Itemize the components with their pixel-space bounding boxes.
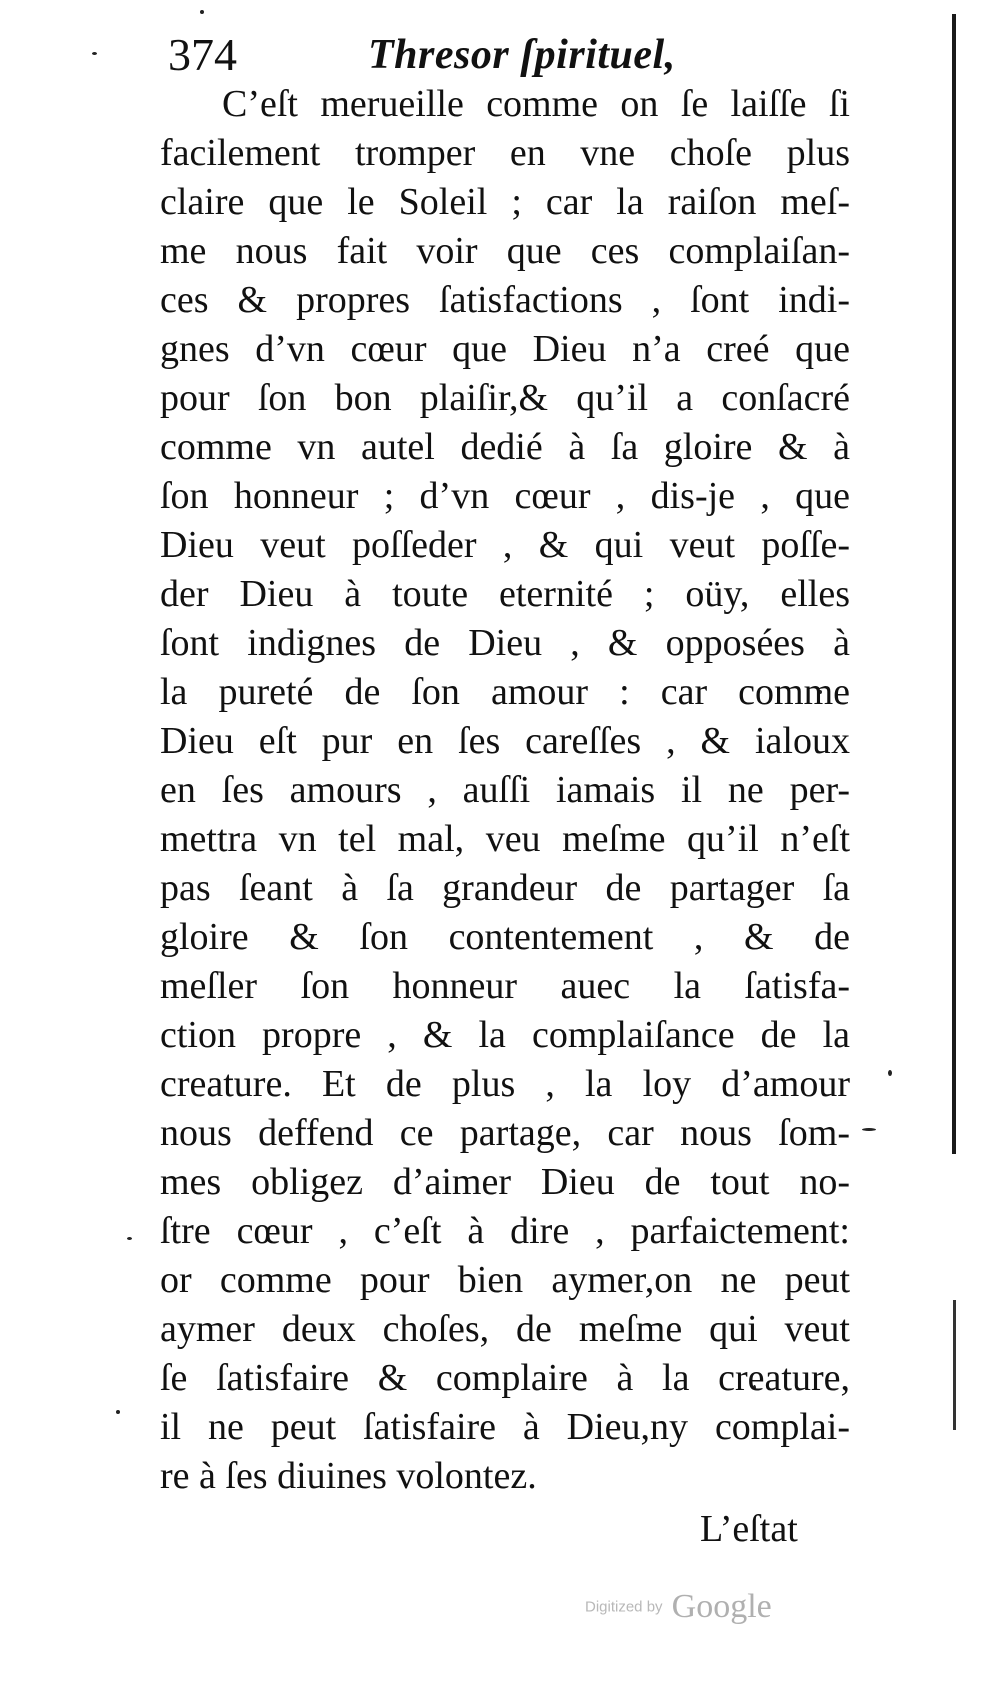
text-line: pour ſon bon plaiſir,& qu’il a conſacré [160, 377, 850, 419]
text-line: C’eſt merueille comme on ſe laiſſe ſi [222, 83, 850, 125]
text-line: gloire & ſon contentement , & de [160, 916, 850, 958]
watermark-brand: Google [671, 1588, 772, 1625]
text-line: Dieu veut poſſeder , & qui veut poſſe- [160, 524, 850, 566]
text-line: la pureté de ſon amour : car comme [160, 671, 850, 713]
page-edge-rule-lower [953, 1300, 956, 1430]
text-line: aymer deux choſes, de meſme qui veut [160, 1308, 850, 1350]
text-line: me nous fait voir que ces complaiſan- [160, 230, 850, 272]
text-line: comme vn autel dedié à ſa gloire & à [160, 426, 850, 468]
text-line: ſtre cœur , c’eſt à dire , parfaictement: [160, 1210, 850, 1252]
text-line: facilement tromper en vne choſe plus [160, 132, 850, 174]
text-line: ſont indignes de Dieu , & opposées à [160, 622, 850, 664]
watermark-prefix: Digitized by [585, 1598, 663, 1616]
text-line: mettra vn tel mal, veu meſme qu’il n’eſt [160, 818, 850, 860]
text-line: claire que le Soleil ; car la raiſon meſ- [160, 181, 850, 223]
text-line: ſe ſatisfaire & complaire à la creature, [160, 1357, 850, 1399]
digitized-watermark [585, 1588, 772, 1638]
text-line: meſler ſon honneur auec la ſatisfa- [160, 965, 850, 1007]
ink-speck [116, 1410, 120, 1414]
page-edge-rule [952, 14, 956, 1154]
ink-speck [92, 52, 97, 55]
text-line: en ſes amours , auſſi iamais il ne per- [160, 769, 850, 811]
body-text [160, 80, 850, 1501]
text-line: pas ſeant à ſa grandeur de partager ſa [160, 867, 850, 909]
text-line: or comme pour bien aymer,on ne peut [160, 1259, 850, 1301]
ink-speck [862, 1128, 876, 1131]
running-head [168, 26, 728, 84]
text-line: ction propre , & la complaiſance de la [160, 1014, 850, 1056]
text-line: Dieu eſt pur en ſes careſſes , & ialoux [160, 720, 850, 762]
ink-speck [127, 1237, 132, 1240]
text-line: der Dieu à toute eternité ; oüy, elles [160, 573, 850, 615]
text-line: il ne peut ſatisfaire à Dieu,ny complai- [160, 1406, 850, 1448]
catchword: L’eſtat [700, 1508, 798, 1550]
ink-speck [200, 10, 204, 14]
text-line: ſon honneur ; d’vn cœur , dis-je , que [160, 475, 850, 517]
text-line: mes obligez d’aimer Dieu de tout no- [160, 1161, 850, 1203]
running-title: Thresor ſpirituel, [368, 32, 676, 78]
text-line: creature. Et de plus , la loy d’amour [160, 1063, 850, 1105]
text-line: gnes d’vn cœur que Dieu n’a creé que [160, 328, 850, 370]
text-line: re à ſes diuines volontez. [160, 1455, 537, 1497]
text-line: nous deffend ce partage, car nous ſom- [160, 1112, 850, 1154]
text-line: ces & propres ſatisfactions , ſont indi- [160, 279, 850, 321]
ink-speck [888, 1070, 892, 1076]
page-number: 374 [168, 29, 237, 80]
